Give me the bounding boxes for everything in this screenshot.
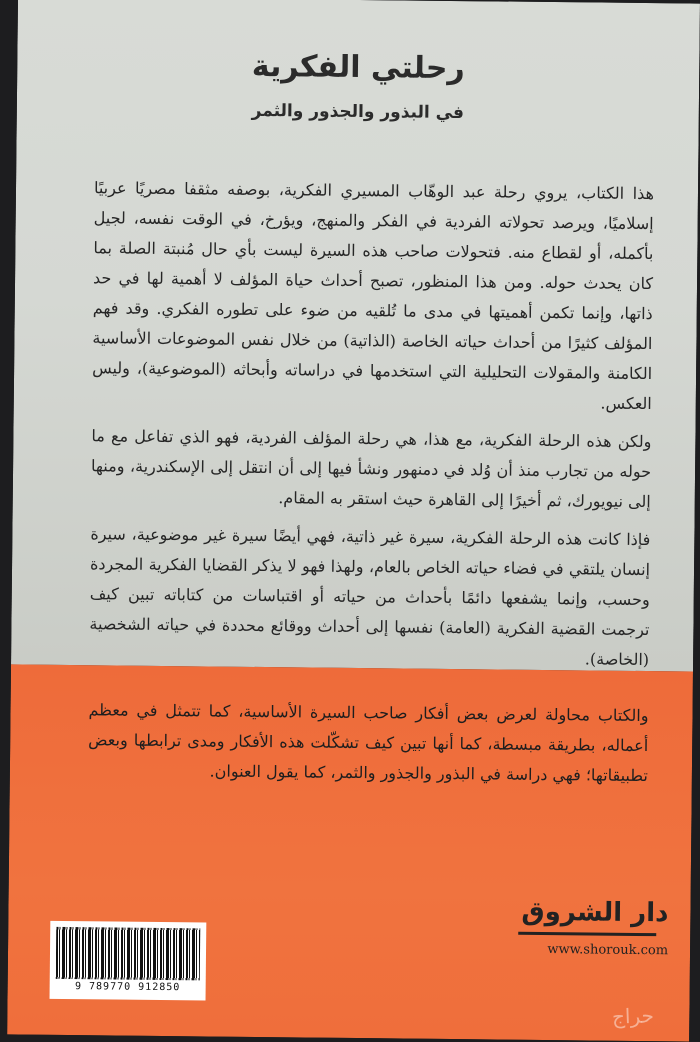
site-watermark: حراج: [611, 1003, 655, 1029]
publisher-url: www.shorouk.com: [547, 942, 669, 959]
barcode-number: 9 789770 912850: [74, 981, 181, 994]
blurb-paragraph-4: والكتاب محاولة لعرض بعض أفكار صاحب السيرة الأساسية، كما تتمثل في معظم أعماله، بطريقة مبسطة، كما أنها تبين كيف تشكّلت هذه الأفكار ومدى ترابطها وبعض تطبيقاتها؛ فهي دراسة في البذور والجذور والثمر، كما يقول العنوان.: [88, 700, 649, 786]
blurb-paragraph-3: فإذا كانت هذه الرحلة الفكرية، سيرة غير ذاتية، فهي أيضًا سيرة غير موضوعية، سيرة إنسان يلتقي في فضاء حياته الخاص بالعام، ولهذا فهو لا يذكر القضايا الفكرية المجردة وحسب، وإنما يشفعها دائمًا بأحداث من حياته أو اقتباسات من كتاباته تبين كيف ترجمت القضية الفكرية (العامة) نفسها إلى أحداث ووقائع محددة في حياته الشخصية (الخاصة).: [89, 524, 651, 670]
blurb-paragraph-2: ولكن هذه الرحلة الفكرية، مع هذا، هي رحلة المؤلف الفردية، فهو الذي تفاعل مع ما حوله من تجارب منذ أن وُلد في دمنهور ونشأ فيها إلى أن انتقل إلى الإسكندرية، ومنها إلى نيويورك، ثم أخيرًا إلى القاهرة حيث استقر به المقام.: [91, 426, 652, 512]
book-subtitle: في البذور والجذور والثمر: [251, 100, 465, 124]
isbn-barcode: [50, 921, 207, 1001]
publisher-logo: دار الشروق: [521, 896, 669, 929]
book-title: رحلتي الفكرية: [251, 48, 465, 87]
barcode-bars: [56, 927, 201, 981]
cover-grey-panel: [11, 0, 700, 672]
book-back-cover: [7, 0, 700, 1042]
blurb-paragraph-1: هذا الكتاب، يروي رحلة عبد الوهّاب المسيري الفكرية، بوصفه مثقفا مصريًا عربيًا إسلاميًا، ويرصد تحولاته الفردية في الفكر والمنهج، ويؤرخ، في الوقت نفسه، لجيل بأكمله، أو لقطاع منه. فتحولات صاحب هذه السيرة ليست بأي حال مُنبتة الصلة بما كان يحدث حوله. ومن هذا المنظور، تصبح أحداث حياة المؤلف لا أهمية لها في حد ذاتها، وإنما تكمن أهميتها في مدى ما تُلقيه من ضوء على تطوره الفكري. وقد فهم المؤلف كثيرًا من أحداث حياته الخاصة (الذاتية) من خلال نفس الموضوعات الأساسية الكامنة والمقولات التحليلية التي استخدمها في دراساته وأبحاثه (الموضوعية)، وليس العكس.: [92, 178, 655, 414]
